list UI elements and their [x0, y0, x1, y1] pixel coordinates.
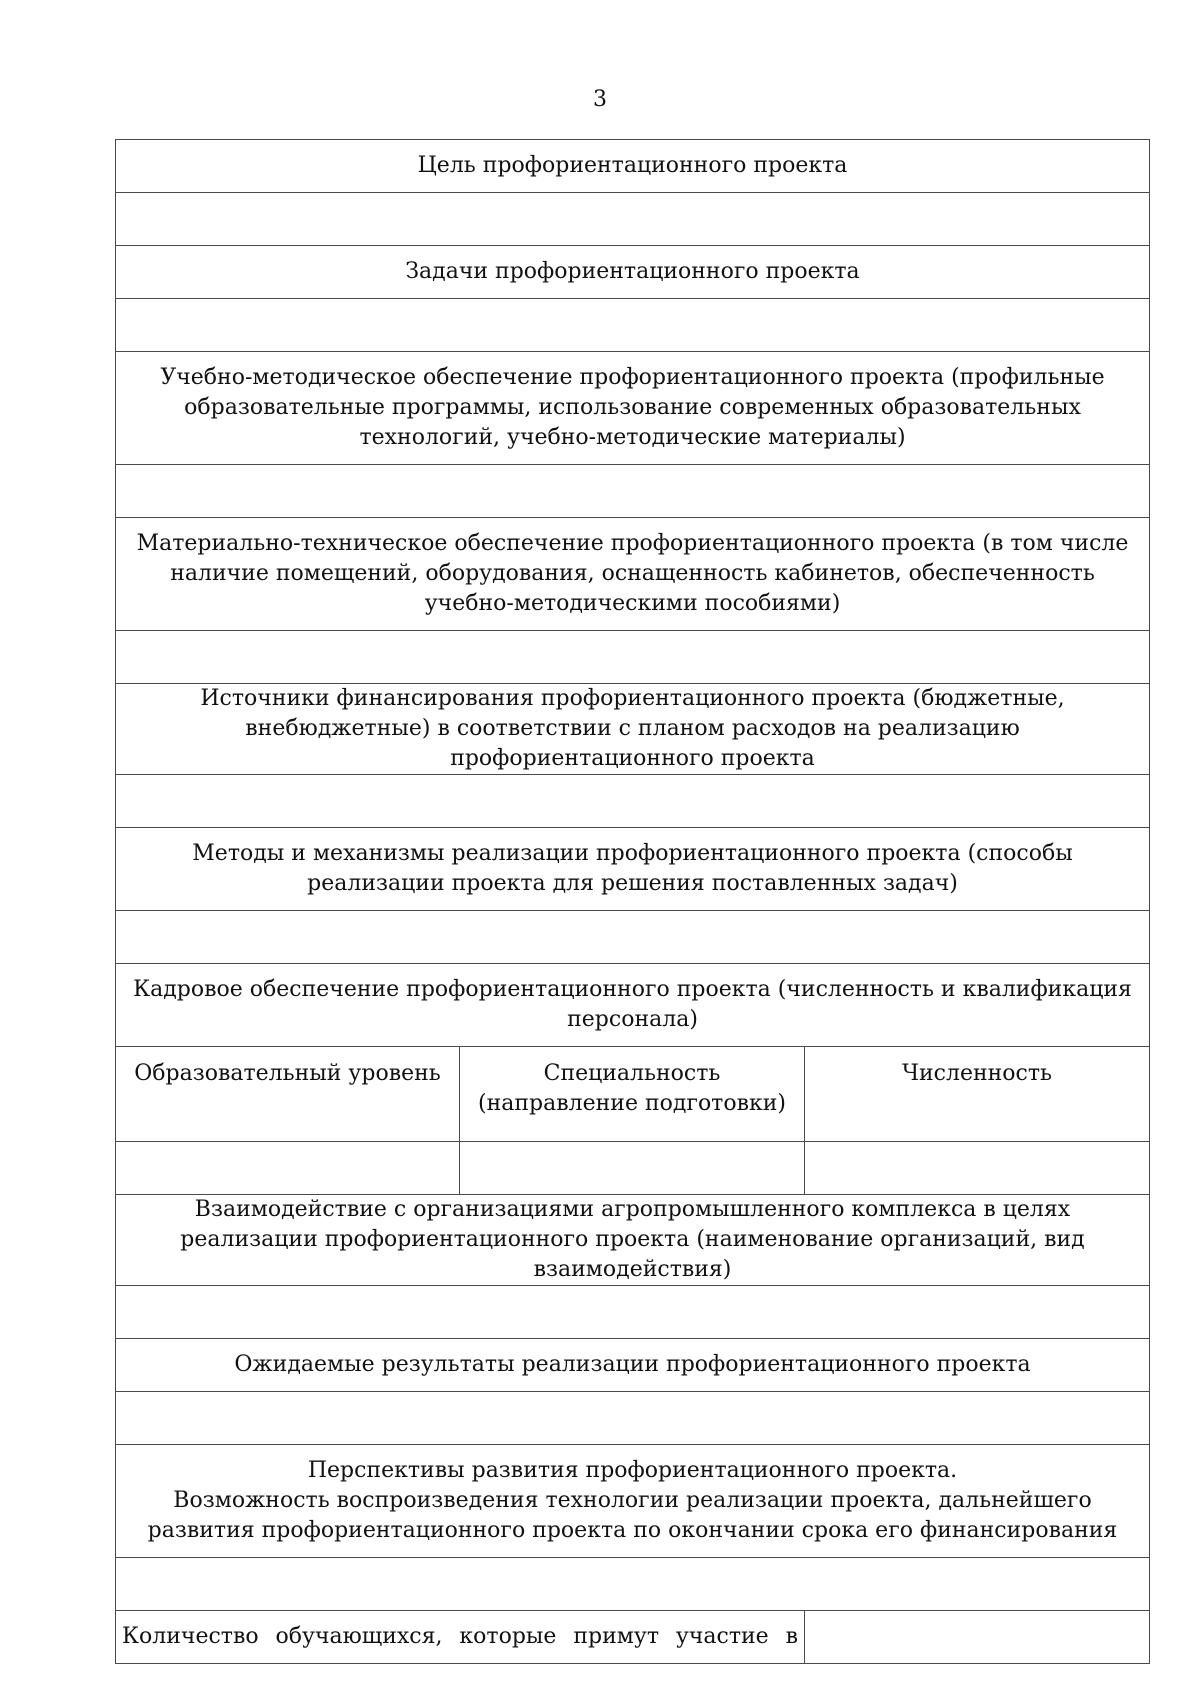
tasks-input-cell[interactable] — [116, 299, 1150, 352]
staffing-heading: Кадровое обеспечение профориентационного проекта (численность и квалификация персонала) — [116, 964, 1150, 1047]
prospects-heading — [116, 1445, 1150, 1558]
methods-heading: Методы и механизмы реализации профориентационного проекта (способы реализации проекта для решения поставленных задач) — [116, 828, 1150, 911]
methodological-support-input-cell[interactable] — [116, 465, 1150, 518]
prospects-title: Перспективы развития профориентационного проекта. — [307, 1458, 958, 1483]
staff-header-count: Численность — [805, 1047, 1150, 1142]
students-count-label: Количество обучающихся, которые примут участие в — [116, 1611, 805, 1664]
goal-input-cell[interactable] — [116, 193, 1150, 246]
students-count-input-cell[interactable] — [805, 1611, 1150, 1664]
staff-specialty-cell[interactable] — [460, 1142, 805, 1195]
staff-education-level-cell[interactable] — [116, 1142, 460, 1195]
staff-header-specialty: Специальность (направление подготовки) — [460, 1047, 805, 1142]
expected-results-input-cell[interactable] — [116, 1392, 1150, 1445]
page-number: 3 — [593, 87, 607, 112]
material-support-heading: Материально-техническое обеспечение профориентационного проекта (в том числе наличие помещений, оборудования, оснащенность кабинетов, обеспеченность учебно-методическими пособиями) — [116, 518, 1150, 631]
staff-count-cell[interactable] — [805, 1142, 1150, 1195]
funding-input-cell[interactable] — [116, 775, 1150, 828]
material-support-input-cell[interactable] — [116, 631, 1150, 684]
tasks-heading: Задачи профориентационного проекта — [116, 246, 1150, 299]
staff-header-education-level: Образовательный уровень — [116, 1047, 460, 1142]
interaction-heading: Взаимодействие с организациями агропромышленного комплекса в целях реализации профориентационного проекта (наименование организаций, вид взаимодействия) — [116, 1195, 1150, 1286]
interaction-input-cell[interactable] — [116, 1286, 1150, 1339]
methods-input-cell[interactable] — [116, 911, 1150, 964]
goal-heading: Цель профориентационного проекта — [116, 140, 1150, 193]
project-form-table — [115, 139, 1150, 1664]
funding-heading: Источники финансирования профориентационного проекта (бюджетные, внебюджетные) в соответствии с планом расходов на реализацию профориентационного проекта — [116, 684, 1150, 775]
expected-results-heading: Ожидаемые результаты реализации профориентационного проекта — [116, 1339, 1150, 1392]
prospects-input-cell[interactable] — [116, 1558, 1150, 1611]
prospects-text: Возможность воспроизведения технологии реализации проекта, дальнейшего развития профориентационного проекта по окончании срока его финансирования — [147, 1488, 1118, 1543]
methodological-support-heading: Учебно-методическое обеспечение профориентационного проекта (профильные образовательные программы, использование современных образовательных технологий, учебно-методические материалы) — [116, 352, 1150, 465]
